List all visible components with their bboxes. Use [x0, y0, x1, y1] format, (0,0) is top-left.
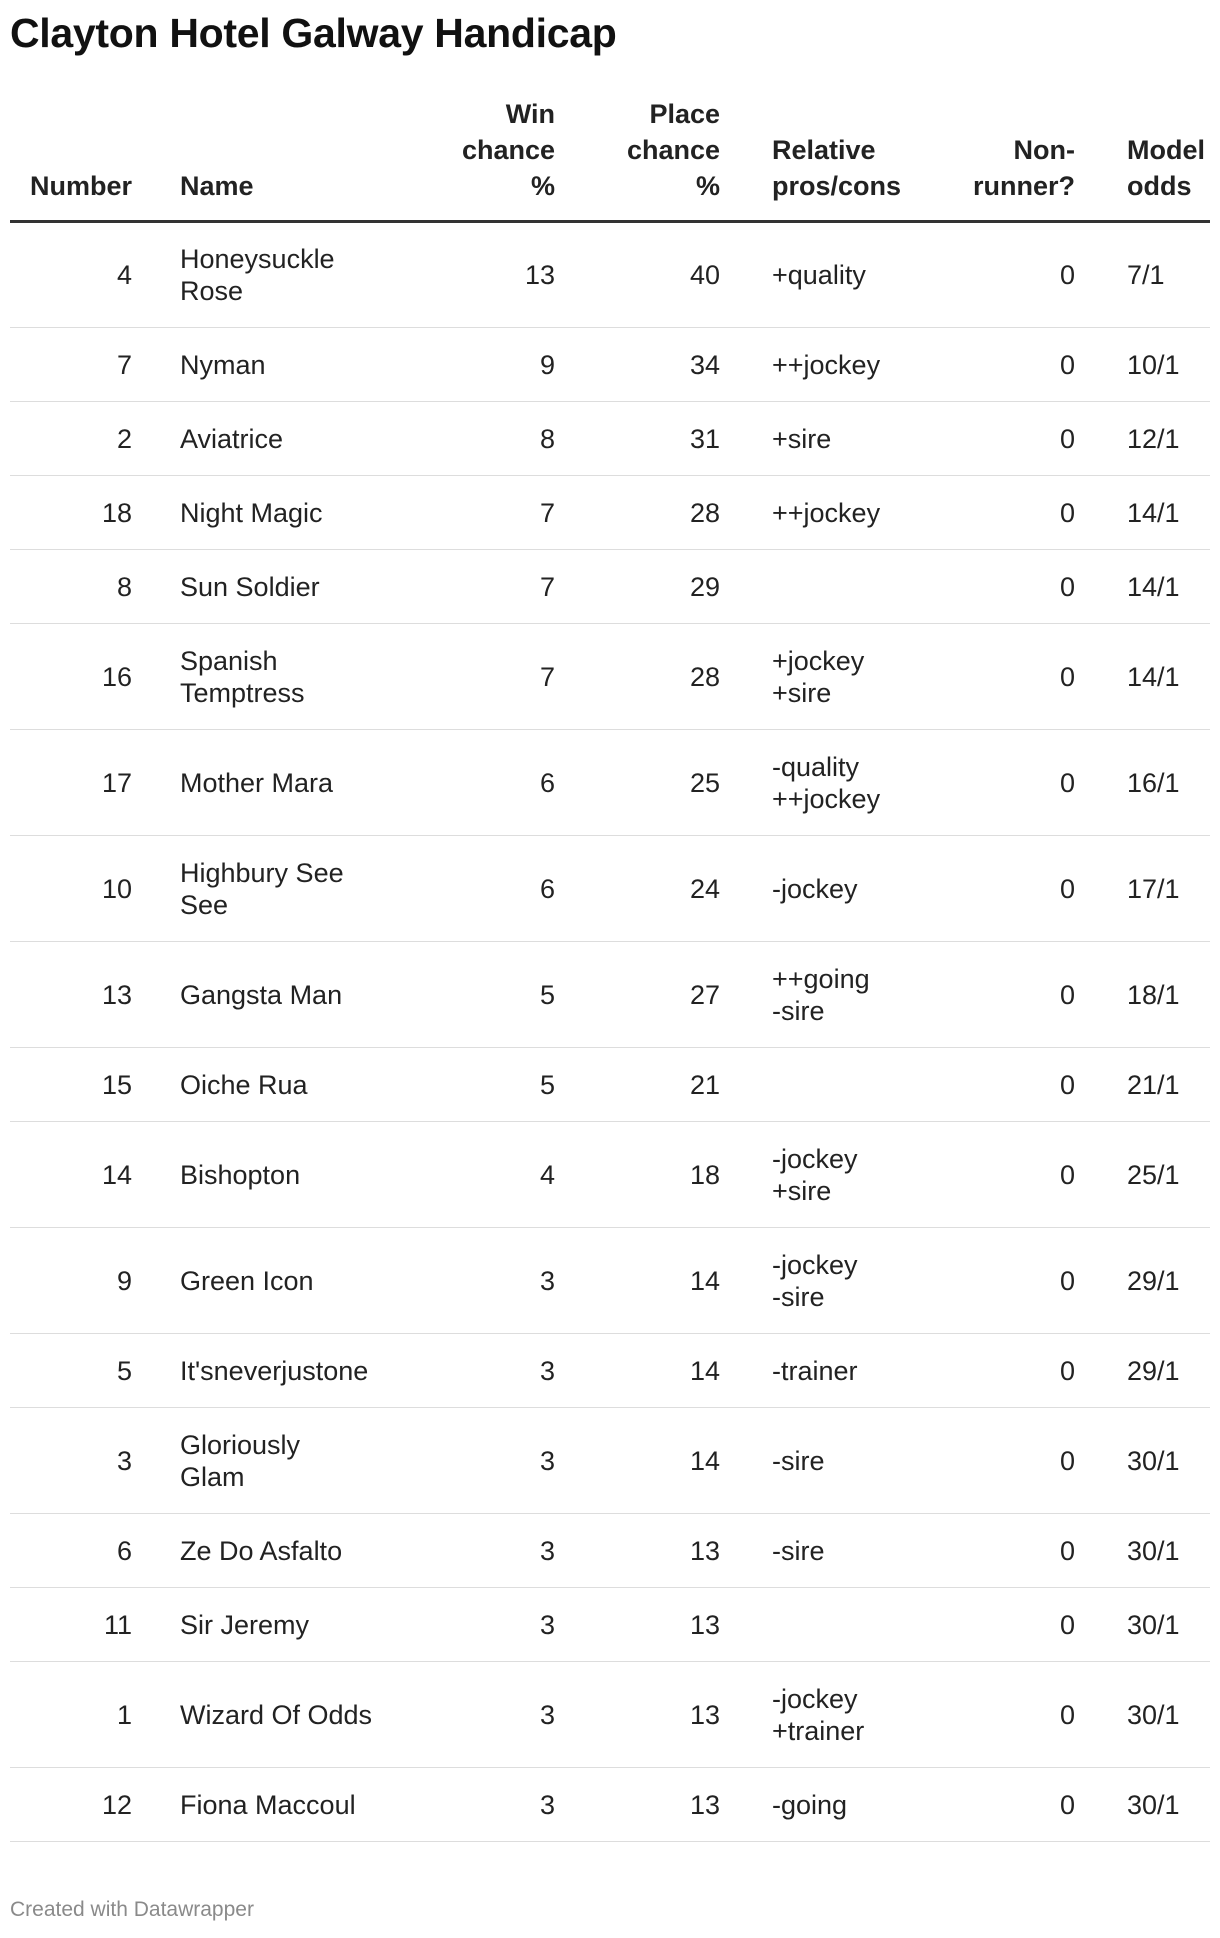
text-line: Rose [180, 276, 244, 306]
table-row [10, 222, 1210, 328]
table-row [10, 730, 1210, 836]
cell-pros-cons [720, 550, 920, 624]
cell-win-chance: 4 [400, 1122, 555, 1228]
table-row [10, 1408, 1210, 1514]
cell-place-chance: 24 [555, 836, 720, 942]
cell-non-runner: 0 [920, 1768, 1075, 1842]
text-line: -jockey [772, 1143, 858, 1174]
cell-pros-cons [720, 942, 920, 1048]
text-line: +sire [772, 677, 832, 708]
text-line: chance [461, 135, 555, 165]
table-row [10, 836, 1210, 942]
cell-win-chance: 7 [400, 550, 555, 624]
text-line: Gloriously [180, 1429, 301, 1460]
text-line: chance [626, 135, 720, 165]
cell-model-odds: 30/1 [1075, 1662, 1210, 1768]
text-line: Ze Do Asfalto [180, 1535, 343, 1566]
text-line: odds [1127, 171, 1192, 201]
column-header-number [10, 96, 180, 222]
cell-place-chance: 34 [555, 328, 720, 402]
cell-win-chance: 9 [400, 328, 555, 402]
text-line: Green Icon [180, 1265, 314, 1296]
cell-model-odds: 25/1 [1075, 1122, 1210, 1228]
cell-place-chance: 21 [555, 1048, 720, 1122]
text-line: ++jockey [772, 497, 881, 528]
cell-name [180, 624, 400, 730]
cell-win-chance: 5 [400, 942, 555, 1048]
text-line: -sire [772, 1281, 825, 1312]
cell-name [180, 836, 400, 942]
cell-pros-cons [720, 624, 920, 730]
runners-table [10, 96, 1210, 1842]
text-line: -sire [772, 1445, 825, 1476]
text-line: Number [29, 171, 132, 201]
text-line: +sire [772, 423, 832, 454]
column-header-non-runner [920, 96, 1075, 222]
cell-name [180, 1768, 400, 1842]
cell-place-chance: 28 [555, 476, 720, 550]
cell-model-odds: 29/1 [1075, 1334, 1210, 1408]
text-line: See [180, 889, 229, 920]
cell-model-odds: 30/1 [1075, 1408, 1210, 1514]
cell-number: 2 [10, 402, 180, 476]
table-row [10, 624, 1210, 730]
cell-place-chance: 13 [555, 1768, 720, 1842]
table-row [10, 1228, 1210, 1334]
table-row [10, 1514, 1210, 1588]
text-line: -jockey [772, 873, 858, 904]
cell-pros-cons [720, 1588, 920, 1662]
cell-model-odds: 16/1 [1075, 730, 1210, 836]
table-row [10, 476, 1210, 550]
table-row [10, 328, 1210, 402]
cell-number: 4 [10, 222, 180, 328]
cell-pros-cons [720, 1514, 920, 1588]
cell-place-chance: 14 [555, 1334, 720, 1408]
cell-name [180, 328, 400, 402]
table-row [10, 1122, 1210, 1228]
cell-number: 6 [10, 1514, 180, 1588]
text-line: Temptress [180, 677, 305, 708]
cell-model-odds: 10/1 [1075, 328, 1210, 402]
table-row [10, 1768, 1210, 1842]
cell-number: 11 [10, 1588, 180, 1662]
cell-model-odds: 12/1 [1075, 402, 1210, 476]
cell-win-chance: 7 [400, 476, 555, 550]
column-header-pros-cons [720, 96, 920, 222]
cell-model-odds: 18/1 [1075, 942, 1210, 1048]
text-line: ++going [772, 963, 870, 994]
cell-model-odds: 14/1 [1075, 624, 1210, 730]
cell-number: 3 [10, 1408, 180, 1514]
table-row [10, 550, 1210, 624]
cell-non-runner: 0 [920, 1048, 1075, 1122]
cell-pros-cons [720, 1048, 920, 1122]
cell-model-odds: 14/1 [1075, 550, 1210, 624]
text-line: Sun Soldier [180, 571, 320, 602]
text-line: Relative [772, 135, 876, 165]
text-line: % [695, 171, 720, 201]
cell-non-runner: 0 [920, 1228, 1075, 1334]
cell-number: 7 [10, 328, 180, 402]
cell-non-runner: 0 [920, 1122, 1075, 1228]
text-line: Model [1127, 135, 1205, 165]
cell-place-chance: 27 [555, 942, 720, 1048]
cell-pros-cons [720, 1662, 920, 1768]
datawrapper-credit: Created with Datawrapper [10, 1898, 254, 1921]
text-line: Bishopton [180, 1159, 301, 1190]
cell-win-chance: 6 [400, 730, 555, 836]
cell-non-runner: 0 [920, 624, 1075, 730]
cell-pros-cons [720, 1334, 920, 1408]
text-line: Mother Mara [180, 767, 334, 798]
text-line: -quality [772, 751, 860, 782]
table-body [10, 222, 1210, 1842]
cell-name [180, 1048, 400, 1122]
table-row [10, 1662, 1210, 1768]
cell-pros-cons [720, 222, 920, 328]
cell-place-chance: 18 [555, 1122, 720, 1228]
text-line: Nyman [180, 349, 266, 380]
table-row [10, 942, 1210, 1048]
cell-win-chance: 7 [400, 624, 555, 730]
cell-number: 17 [10, 730, 180, 836]
cell-name [180, 1122, 400, 1228]
cell-win-chance: 5 [400, 1048, 555, 1122]
cell-name [180, 1228, 400, 1334]
text-line: Non- [1013, 135, 1075, 165]
text-line: Honeysuckle [180, 244, 335, 274]
text-line: % [530, 171, 555, 201]
cell-non-runner: 0 [920, 942, 1075, 1048]
cell-model-odds: 30/1 [1075, 1588, 1210, 1662]
cell-place-chance: 28 [555, 624, 720, 730]
text-line: Sir Jeremy [180, 1609, 310, 1640]
cell-win-chance: 3 [400, 1662, 555, 1768]
cell-pros-cons [720, 1408, 920, 1514]
cell-non-runner: 0 [920, 1334, 1075, 1408]
text-line: +jockey [772, 645, 865, 676]
table-row [10, 402, 1210, 476]
cell-name [180, 402, 400, 476]
text-line: ++jockey [772, 349, 881, 380]
cell-win-chance: 3 [400, 1408, 555, 1514]
column-header-place-chance [555, 96, 720, 222]
cell-name [180, 730, 400, 836]
text-line: Oiche Rua [180, 1069, 308, 1100]
text-line: Wizard Of Odds [180, 1699, 373, 1730]
cell-pros-cons [720, 328, 920, 402]
cell-place-chance: 14 [555, 1408, 720, 1514]
column-header-win-chance [400, 96, 555, 222]
cell-win-chance: 3 [400, 1588, 555, 1662]
cell-number: 1 [10, 1662, 180, 1768]
cell-name [180, 1588, 400, 1662]
cell-place-chance: 13 [555, 1588, 720, 1662]
cell-non-runner: 0 [920, 1514, 1075, 1588]
cell-non-runner: 0 [920, 550, 1075, 624]
cell-number: 12 [10, 1768, 180, 1842]
cell-win-chance: 13 [400, 222, 555, 328]
table-header-row [10, 96, 1210, 222]
cell-win-chance: 3 [400, 1768, 555, 1842]
table-row [10, 1334, 1210, 1408]
text-line: Aviatrice [180, 423, 284, 454]
cell-model-odds: 21/1 [1075, 1048, 1210, 1122]
text-line: -jockey [772, 1683, 858, 1714]
cell-non-runner: 0 [920, 402, 1075, 476]
cell-number: 10 [10, 836, 180, 942]
cell-model-odds: 17/1 [1075, 836, 1210, 942]
text-line: Glam [180, 1461, 245, 1492]
cell-win-chance: 8 [400, 402, 555, 476]
cell-win-chance: 3 [400, 1334, 555, 1408]
text-line: Night Magic [180, 497, 323, 528]
cell-number: 5 [10, 1334, 180, 1408]
cell-model-odds: 14/1 [1075, 476, 1210, 550]
cell-non-runner: 0 [920, 476, 1075, 550]
cell-number: 14 [10, 1122, 180, 1228]
cell-number: 18 [10, 476, 180, 550]
cell-place-chance: 13 [555, 1514, 720, 1588]
text-line: ++jockey [772, 783, 881, 814]
cell-pros-cons [720, 1228, 920, 1334]
cell-win-chance: 3 [400, 1514, 555, 1588]
cell-name [180, 550, 400, 624]
text-line: runner? [972, 171, 1075, 201]
cell-number: 8 [10, 550, 180, 624]
text-line: +quality [772, 260, 866, 290]
text-line: -trainer [772, 1355, 858, 1386]
text-line: -sire [772, 1535, 825, 1566]
cell-model-odds: 30/1 [1075, 1514, 1210, 1588]
cell-name [180, 476, 400, 550]
cell-non-runner: 0 [920, 328, 1075, 402]
cell-place-chance: 31 [555, 402, 720, 476]
cell-pros-cons [720, 836, 920, 942]
cell-number: 13 [10, 942, 180, 1048]
cell-non-runner: 0 [920, 222, 1075, 328]
text-line: Highbury See [180, 857, 344, 888]
table-container [10, 96, 1210, 1842]
column-header-name [180, 96, 400, 222]
cell-non-runner: 0 [920, 1408, 1075, 1514]
cell-name [180, 1514, 400, 1588]
cell-place-chance: 14 [555, 1228, 720, 1334]
text-line: Name [180, 171, 254, 201]
cell-win-chance: 6 [400, 836, 555, 942]
cell-non-runner: 0 [920, 1662, 1075, 1768]
text-line: Spanish [180, 645, 278, 676]
cell-model-odds: 30/1 [1075, 1768, 1210, 1842]
cell-place-chance: 40 [555, 222, 720, 328]
text-line: +trainer [772, 1715, 865, 1746]
cell-win-chance: 3 [400, 1228, 555, 1334]
text-line: Win [505, 99, 555, 129]
column-header-model-odds [1075, 96, 1210, 222]
text-line: Place [649, 99, 720, 129]
cell-model-odds: 7/1 [1075, 222, 1210, 328]
text-line: +sire [772, 1175, 832, 1206]
cell-non-runner: 0 [920, 836, 1075, 942]
text-line: It'sneverjustone [180, 1355, 369, 1386]
cell-non-runner: 0 [920, 730, 1075, 836]
cell-pros-cons [720, 476, 920, 550]
text-line: Fiona Maccoul [180, 1789, 356, 1820]
cell-pros-cons [720, 1122, 920, 1228]
table-row [10, 1048, 1210, 1122]
text-line: pros/cons [772, 171, 902, 201]
cell-pros-cons [720, 730, 920, 836]
cell-place-chance: 29 [555, 550, 720, 624]
text-line: Gangsta Man [180, 979, 343, 1010]
cell-non-runner: 0 [920, 1588, 1075, 1662]
cell-name [180, 1408, 400, 1514]
cell-name [180, 942, 400, 1048]
cell-pros-cons [720, 402, 920, 476]
cell-pros-cons [720, 1768, 920, 1842]
text-line: -jockey [772, 1249, 858, 1280]
cell-number: 9 [10, 1228, 180, 1334]
table-row [10, 1588, 1210, 1662]
cell-name [180, 1662, 400, 1768]
cell-name [180, 1334, 400, 1408]
cell-model-odds: 29/1 [1075, 1228, 1210, 1334]
cell-number: 16 [10, 624, 180, 730]
text-line: -sire [772, 995, 825, 1026]
chart-title: Clayton Hotel Galway Handicap [10, 10, 617, 56]
cell-name [180, 222, 400, 328]
text-line: -going [772, 1789, 848, 1820]
cell-place-chance: 13 [555, 1662, 720, 1768]
cell-number: 15 [10, 1048, 180, 1122]
cell-place-chance: 25 [555, 730, 720, 836]
